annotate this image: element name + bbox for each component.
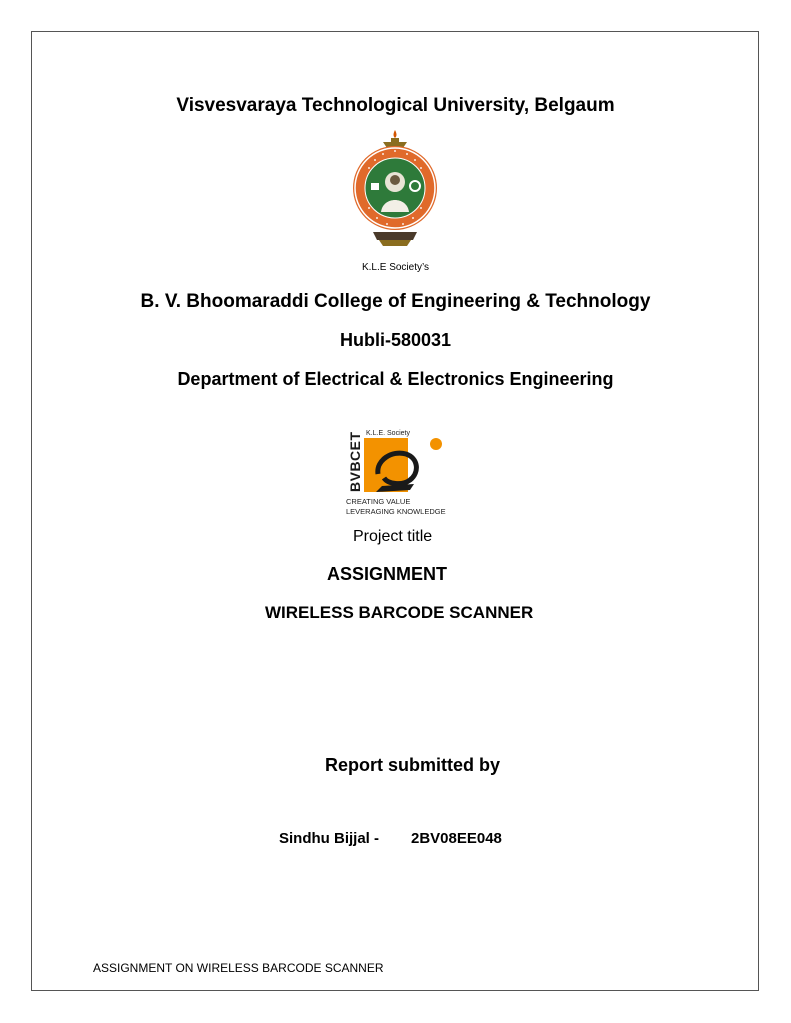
project-type: ASSIGNMENT — [327, 564, 448, 584]
logo-brand-text: BVBCET — [347, 431, 363, 492]
page-footer: ASSIGNMENT ON WIRELESS BARCODE SCANNER — [93, 961, 384, 975]
project-title-label-text: Project title — [353, 528, 433, 545]
college-name: B. V. Bhoomaraddi College of Engineering & Technology — [140, 291, 651, 312]
society-label: K.L.E Society’s — [361, 262, 430, 273]
department-name: Department of Electrical & Electronics Engineering — [177, 369, 614, 389]
student-name: Sindhu Bijjal - — [279, 830, 379, 847]
student-usn: 2BV08EE048 — [411, 830, 502, 847]
logo-tagline-2: LEVERAGING KNOWLEDGE — [346, 507, 446, 516]
submitted-by-label: Report submitted by — [325, 755, 501, 775]
vtu-seal-icon — [349, 128, 441, 248]
logo-tagline-1: CREATING VALUE — [346, 497, 411, 506]
bvbcet-logo — [336, 426, 446, 518]
university-name: Visvesvaraya Technological University, Belgaum — [176, 95, 615, 116]
college-city: Hubli-580031 — [339, 330, 452, 350]
project-name: WIRELESS BARCODE SCANNER — [265, 603, 534, 622]
logo-society-text: K.L.E. Society — [366, 430, 410, 437]
